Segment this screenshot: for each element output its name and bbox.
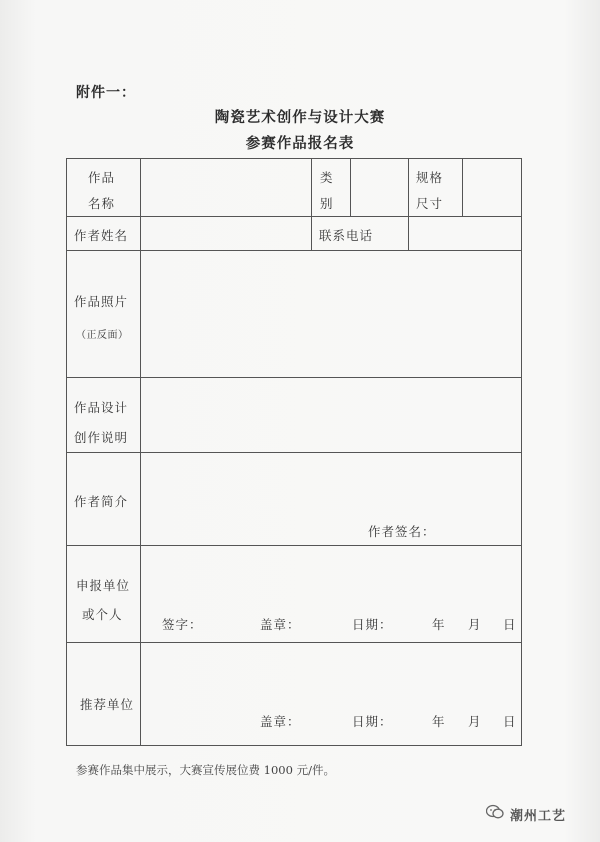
- month-label-2: 月: [468, 714, 482, 729]
- column-divider: [408, 158, 409, 250]
- table-border-right: [521, 158, 522, 745]
- author-name-label: 作者姓名: [74, 228, 129, 243]
- size-label-2: 尺寸: [416, 196, 444, 211]
- recommender-label: 推荐单位: [80, 697, 135, 712]
- author-bio-label: 作者简介: [74, 494, 129, 509]
- photo-label: 作品照片: [74, 294, 129, 309]
- category-label: 类: [320, 170, 334, 185]
- date-label-2: 日期：: [352, 714, 393, 729]
- work-name-label: 作品: [88, 170, 116, 185]
- label-column-divider: [140, 158, 141, 745]
- column-divider: [462, 158, 463, 216]
- annex-label: 附件一：: [76, 85, 136, 101]
- row-divider: [66, 216, 522, 217]
- page-title: 陶瓷艺术创作与设计大赛: [214, 109, 386, 126]
- row-divider: [66, 642, 522, 643]
- row-divider: [66, 377, 522, 378]
- table-border-left: [66, 158, 67, 745]
- row-divider: [66, 250, 522, 251]
- wechat-icon: [486, 804, 504, 824]
- row-divider: [66, 545, 522, 546]
- column-divider: [350, 158, 351, 216]
- applicant-label-2: 或个人: [82, 607, 123, 622]
- design-description-label-2: 创作说明: [74, 430, 129, 445]
- form-subtitle: 参赛作品报名表: [245, 135, 355, 152]
- design-description-label: 作品设计: [74, 400, 129, 415]
- day-label-2: 日: [503, 714, 517, 729]
- watermark-text: 潮州工艺: [509, 808, 566, 824]
- date-label: 日期：: [352, 617, 393, 632]
- category-label-2: 别: [320, 196, 334, 211]
- watermark: [486, 804, 566, 824]
- author-signature-label: 作者签名：: [368, 524, 436, 539]
- applicant-label: 申报单位: [76, 578, 131, 593]
- year-label: 年: [432, 617, 446, 632]
- row-divider: [66, 452, 522, 453]
- sign-label: 签字：: [162, 617, 203, 632]
- column-divider: [311, 158, 312, 250]
- table-border-bottom: [66, 745, 522, 746]
- day-label: 日: [503, 617, 517, 632]
- size-label: 规格: [416, 170, 444, 185]
- seal-label-2: 盖章：: [260, 714, 301, 729]
- footer-note: 参赛作品集中展示，大赛宣传展位费 1000 元/件。: [76, 763, 335, 777]
- year-label-2: 年: [432, 714, 446, 729]
- seal-label: 盖章：: [260, 617, 301, 632]
- contact-phone-label: 联系电话: [319, 228, 374, 243]
- month-label: 月: [468, 617, 482, 632]
- photo-sub-label: （正反面）: [76, 330, 129, 341]
- work-name-label-2: 名称: [88, 196, 116, 211]
- table-border-top: [66, 158, 522, 159]
